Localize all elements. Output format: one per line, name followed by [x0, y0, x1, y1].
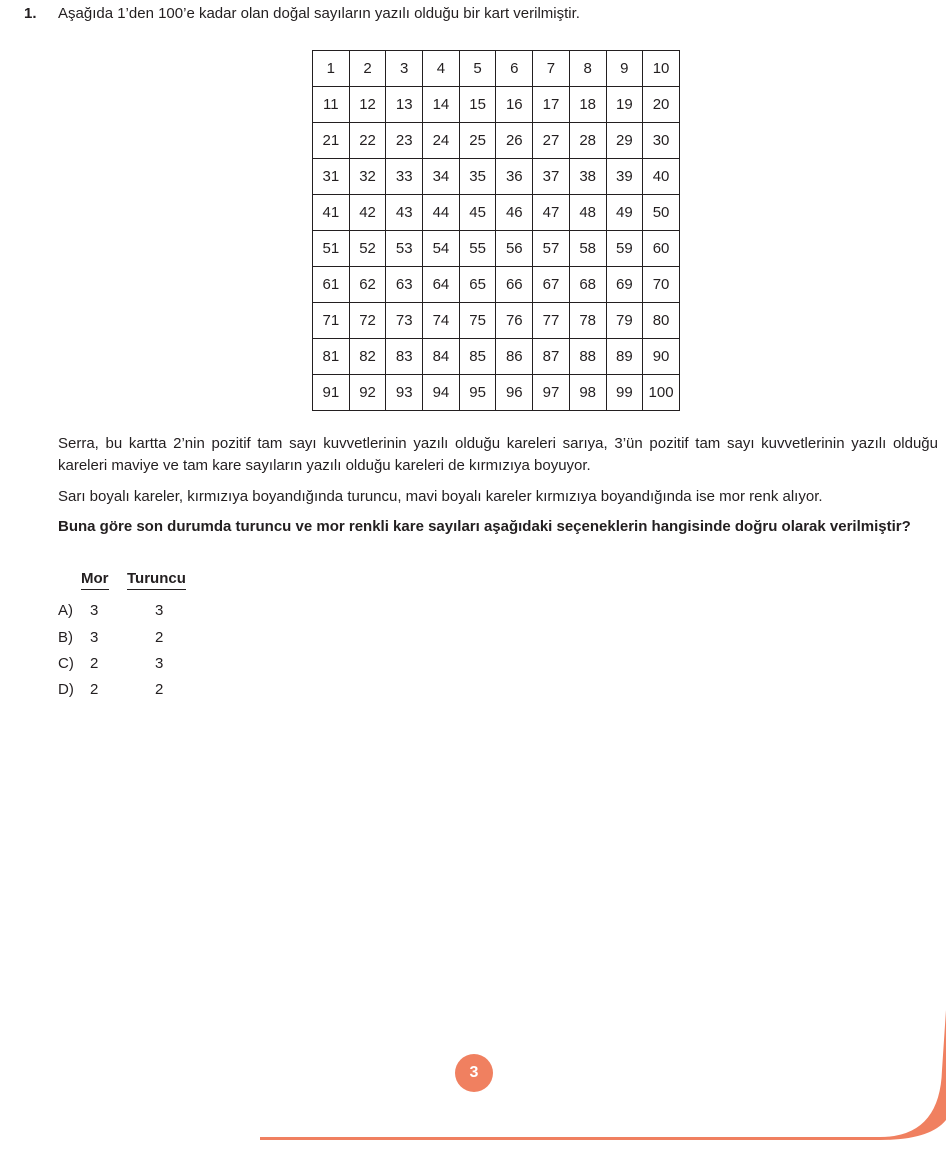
grid-cell: 23 [386, 123, 423, 159]
grid-cell: 89 [606, 339, 643, 375]
grid-cell: 64 [423, 267, 460, 303]
grid-cell: 70 [643, 267, 680, 303]
grid-cell: 60 [643, 231, 680, 267]
grid-cell: 45 [459, 195, 496, 231]
grid-cell: 39 [606, 159, 643, 195]
option-label: A) [58, 602, 73, 619]
grid-cell: 28 [569, 123, 606, 159]
grid-cell: 32 [349, 159, 386, 195]
grid-cell: 30 [643, 123, 680, 159]
paragraph-coloring-rules: Serra, bu kartta 2’nin pozitif tam sayı kuvvetlerinin yazılı olduğu kareleri sarıya, 3’ün pozitif tam sayı kuvvetlerinin yazılı olduğu kareleri maviye ve tam kare sayıların yazılı olduğu kareleri de kırmızıya boyuyor. [58, 435, 938, 474]
grid-cell: 97 [533, 375, 570, 411]
grid-cell: 93 [386, 375, 423, 411]
paragraph-color-mixing: Sarı boyalı kareler, kırmızıya boyandığında turuncu, mavi boyalı kareler kırmızıya boyandığında ise mor renk alıyor. [58, 488, 823, 505]
grid-cell: 53 [386, 231, 423, 267]
grid-cell: 59 [606, 231, 643, 267]
grid-cell: 98 [569, 375, 606, 411]
grid-cell: 21 [313, 123, 350, 159]
grid-cell: 17 [533, 87, 570, 123]
grid-cell: 27 [533, 123, 570, 159]
grid-cell: 71 [313, 303, 350, 339]
grid-cell: 87 [533, 339, 570, 375]
grid-cell: 34 [423, 159, 460, 195]
grid-cell: 33 [386, 159, 423, 195]
option-mor-value: 2 [90, 655, 99, 672]
grid-cell: 68 [569, 267, 606, 303]
grid-cell: 72 [349, 303, 386, 339]
grid-cell: 22 [349, 123, 386, 159]
grid-cell: 47 [533, 195, 570, 231]
grid-cell: 5 [459, 51, 496, 87]
grid-cell: 80 [643, 303, 680, 339]
grid-cell: 95 [459, 375, 496, 411]
grid-cell: 66 [496, 267, 533, 303]
grid-cell: 99 [606, 375, 643, 411]
grid-cell: 65 [459, 267, 496, 303]
grid-cell: 82 [349, 339, 386, 375]
grid-cell: 41 [313, 195, 350, 231]
grid-cell: 74 [423, 303, 460, 339]
grid-cell: 13 [386, 87, 423, 123]
grid-cell: 12 [349, 87, 386, 123]
grid-cell: 77 [533, 303, 570, 339]
grid-cell: 49 [606, 195, 643, 231]
grid-cell: 57 [533, 231, 570, 267]
grid-cell: 51 [313, 231, 350, 267]
grid-cell: 92 [349, 375, 386, 411]
grid-cell: 4 [423, 51, 460, 87]
options-header-turuncu: Turuncu [127, 570, 186, 590]
option-mor-value: 3 [90, 602, 99, 619]
grid-cell: 6 [496, 51, 533, 87]
option-label: C) [58, 655, 74, 672]
grid-cell: 55 [459, 231, 496, 267]
grid-cell: 9 [606, 51, 643, 87]
grid-cell: 44 [423, 195, 460, 231]
grid-cell: 84 [423, 339, 460, 375]
grid-cell: 8 [569, 51, 606, 87]
option-mor-value: 2 [90, 681, 99, 698]
grid-cell: 78 [569, 303, 606, 339]
grid-cell: 58 [569, 231, 606, 267]
grid-cell: 25 [459, 123, 496, 159]
question-intro: Aşağıda 1’den 100’e kadar olan doğal sayıların yazılı olduğu bir kart verilmiştir. [58, 5, 580, 22]
grid-cell: 42 [349, 195, 386, 231]
grid-cell: 85 [459, 339, 496, 375]
option-label: B) [58, 629, 73, 646]
grid-cell: 43 [386, 195, 423, 231]
grid-cell: 76 [496, 303, 533, 339]
grid-cell: 20 [643, 87, 680, 123]
grid-cell: 67 [533, 267, 570, 303]
grid-cell: 48 [569, 195, 606, 231]
grid-cell: 54 [423, 231, 460, 267]
grid-cell: 94 [423, 375, 460, 411]
grid-cell: 16 [496, 87, 533, 123]
grid-cell: 15 [459, 87, 496, 123]
grid-cell: 19 [606, 87, 643, 123]
grid-cell: 7 [533, 51, 570, 87]
grid-cell: 37 [533, 159, 570, 195]
grid-cell: 75 [459, 303, 496, 339]
page-number: 3 [469, 1064, 479, 1081]
question-number: 1. [24, 5, 37, 22]
grid-cell: 91 [313, 375, 350, 411]
grid-cell: 24 [423, 123, 460, 159]
grid-cell: 31 [313, 159, 350, 195]
grid-cell: 46 [496, 195, 533, 231]
option-mor-value: 3 [90, 629, 99, 646]
grid-cell: 96 [496, 375, 533, 411]
grid-cell: 69 [606, 267, 643, 303]
grid-cell: 88 [569, 339, 606, 375]
grid-cell: 81 [313, 339, 350, 375]
grid-cell: 1 [313, 51, 350, 87]
option-turuncu-value: 2 [155, 629, 164, 646]
grid-cell: 40 [643, 159, 680, 195]
option-turuncu-value: 3 [155, 655, 164, 672]
options-header-mor: Mor [81, 570, 109, 590]
option-turuncu-value: 3 [155, 602, 164, 619]
grid-cell: 83 [386, 339, 423, 375]
grid-cell: 10 [643, 51, 680, 87]
page-number-badge [455, 1054, 493, 1092]
grid-cell: 38 [569, 159, 606, 195]
option-label: D) [58, 681, 74, 698]
grid-cell: 3 [386, 51, 423, 87]
grid-cell: 26 [496, 123, 533, 159]
grid-cell: 63 [386, 267, 423, 303]
grid-cell: 62 [349, 267, 386, 303]
grid-cell: 86 [496, 339, 533, 375]
grid-cell: 100 [643, 375, 680, 411]
grid-cell: 50 [643, 195, 680, 231]
grid-cell: 35 [459, 159, 496, 195]
grid-cell: 73 [386, 303, 423, 339]
grid-cell: 56 [496, 231, 533, 267]
grid-cell: 2 [349, 51, 386, 87]
grid-cell: 52 [349, 231, 386, 267]
grid-cell: 29 [606, 123, 643, 159]
grid-cell: 36 [496, 159, 533, 195]
option-turuncu-value: 2 [155, 681, 164, 698]
grid-cell: 14 [423, 87, 460, 123]
grid-cell: 79 [606, 303, 643, 339]
grid-cell: 90 [643, 339, 680, 375]
question-prompt: Buna göre son durumda turuncu ve mor renkli kare sayıları aşağıdaki seçeneklerin hangisinde doğru olarak verilmiştir? [58, 518, 911, 535]
grid-cell: 61 [313, 267, 350, 303]
grid-cell: 18 [569, 87, 606, 123]
grid-cell: 11 [313, 87, 350, 123]
